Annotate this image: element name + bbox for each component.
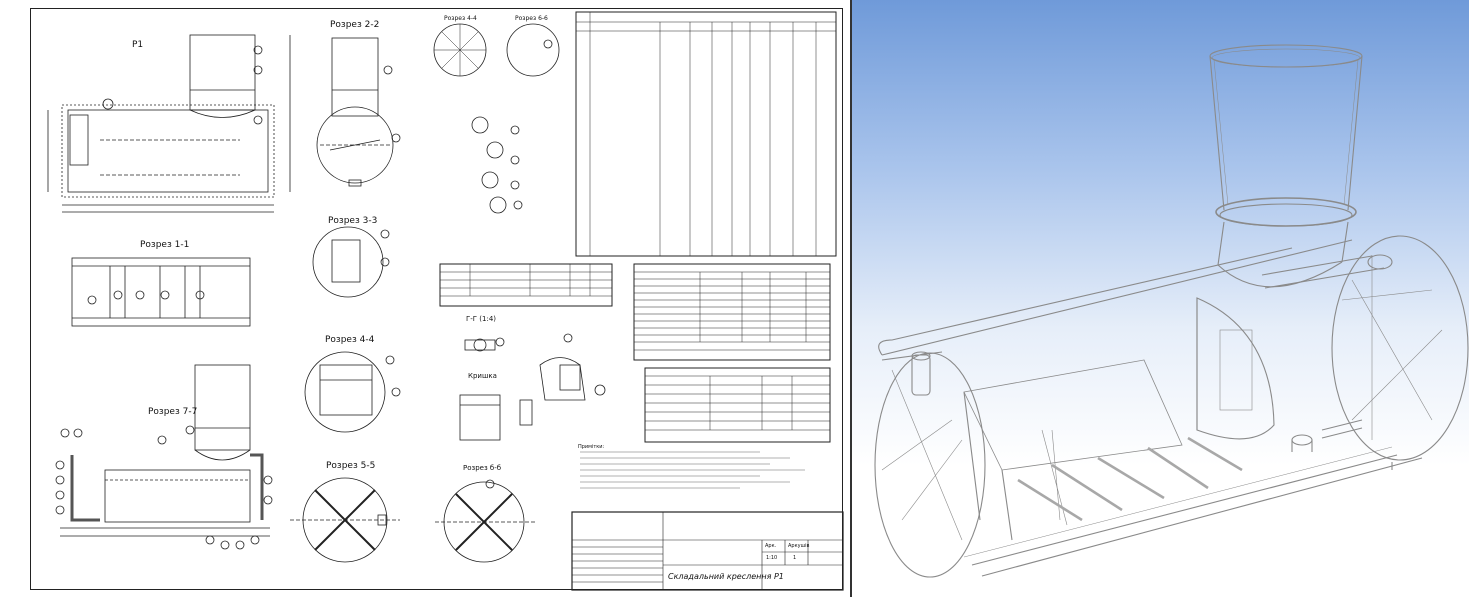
spec-table-lines [576,12,836,256]
view-section-1-1 [72,258,250,326]
internal-baffles [964,298,1392,540]
label-section-7-7: Розрез 7-7 [148,407,198,417]
title-block-scale: 1:10 [766,555,778,561]
label-section-3-3: Розрез 3-3 [328,216,378,226]
title-block-sheets-label: Аркушів [788,543,810,549]
title-block-sheets-count: 1 [793,555,797,561]
tank-cylinder [875,236,1468,577]
view-small-sections [434,24,559,213]
model-viewport [852,0,1469,597]
label-section-4-4: Розрез 4-4 [325,335,375,345]
label-section-b-b: Розрез б-б [463,464,502,472]
title-block-sheet-title: Складальний креслення Р1 [668,572,784,581]
manhole-shaft [1210,45,1362,287]
model-wireframe [852,0,1469,597]
notes-lines [580,452,805,488]
bom-tables-lines [440,264,830,442]
label-section-6-6: Розрез 6-6 [515,15,548,22]
view-section-6-6 [435,480,535,562]
view-p1 [48,35,290,212]
label-section-1-1: Розрез 1-1 [140,240,190,250]
title-block-sheet-label: Арк. [765,543,777,549]
label-section-2-2: Розрез 2-2 [330,20,380,30]
label-lid: Кришка [468,372,497,380]
notes-heading: Примітки: [578,444,605,450]
label-view-g-g: Г-Г (1:4) [466,315,497,323]
view-section-4-4 [305,352,400,432]
label-section-4-4b: Розрез 4-4 [444,15,477,22]
view-section-3-3 [313,227,389,297]
view-section-2-2 [317,38,400,186]
label-p1: Р1 [132,40,144,50]
view-section-5-5 [290,478,400,562]
view-section-7-7 [56,365,272,549]
view-g-g [460,334,605,440]
label-section-5-5: Розрез 5-5 [326,461,376,471]
